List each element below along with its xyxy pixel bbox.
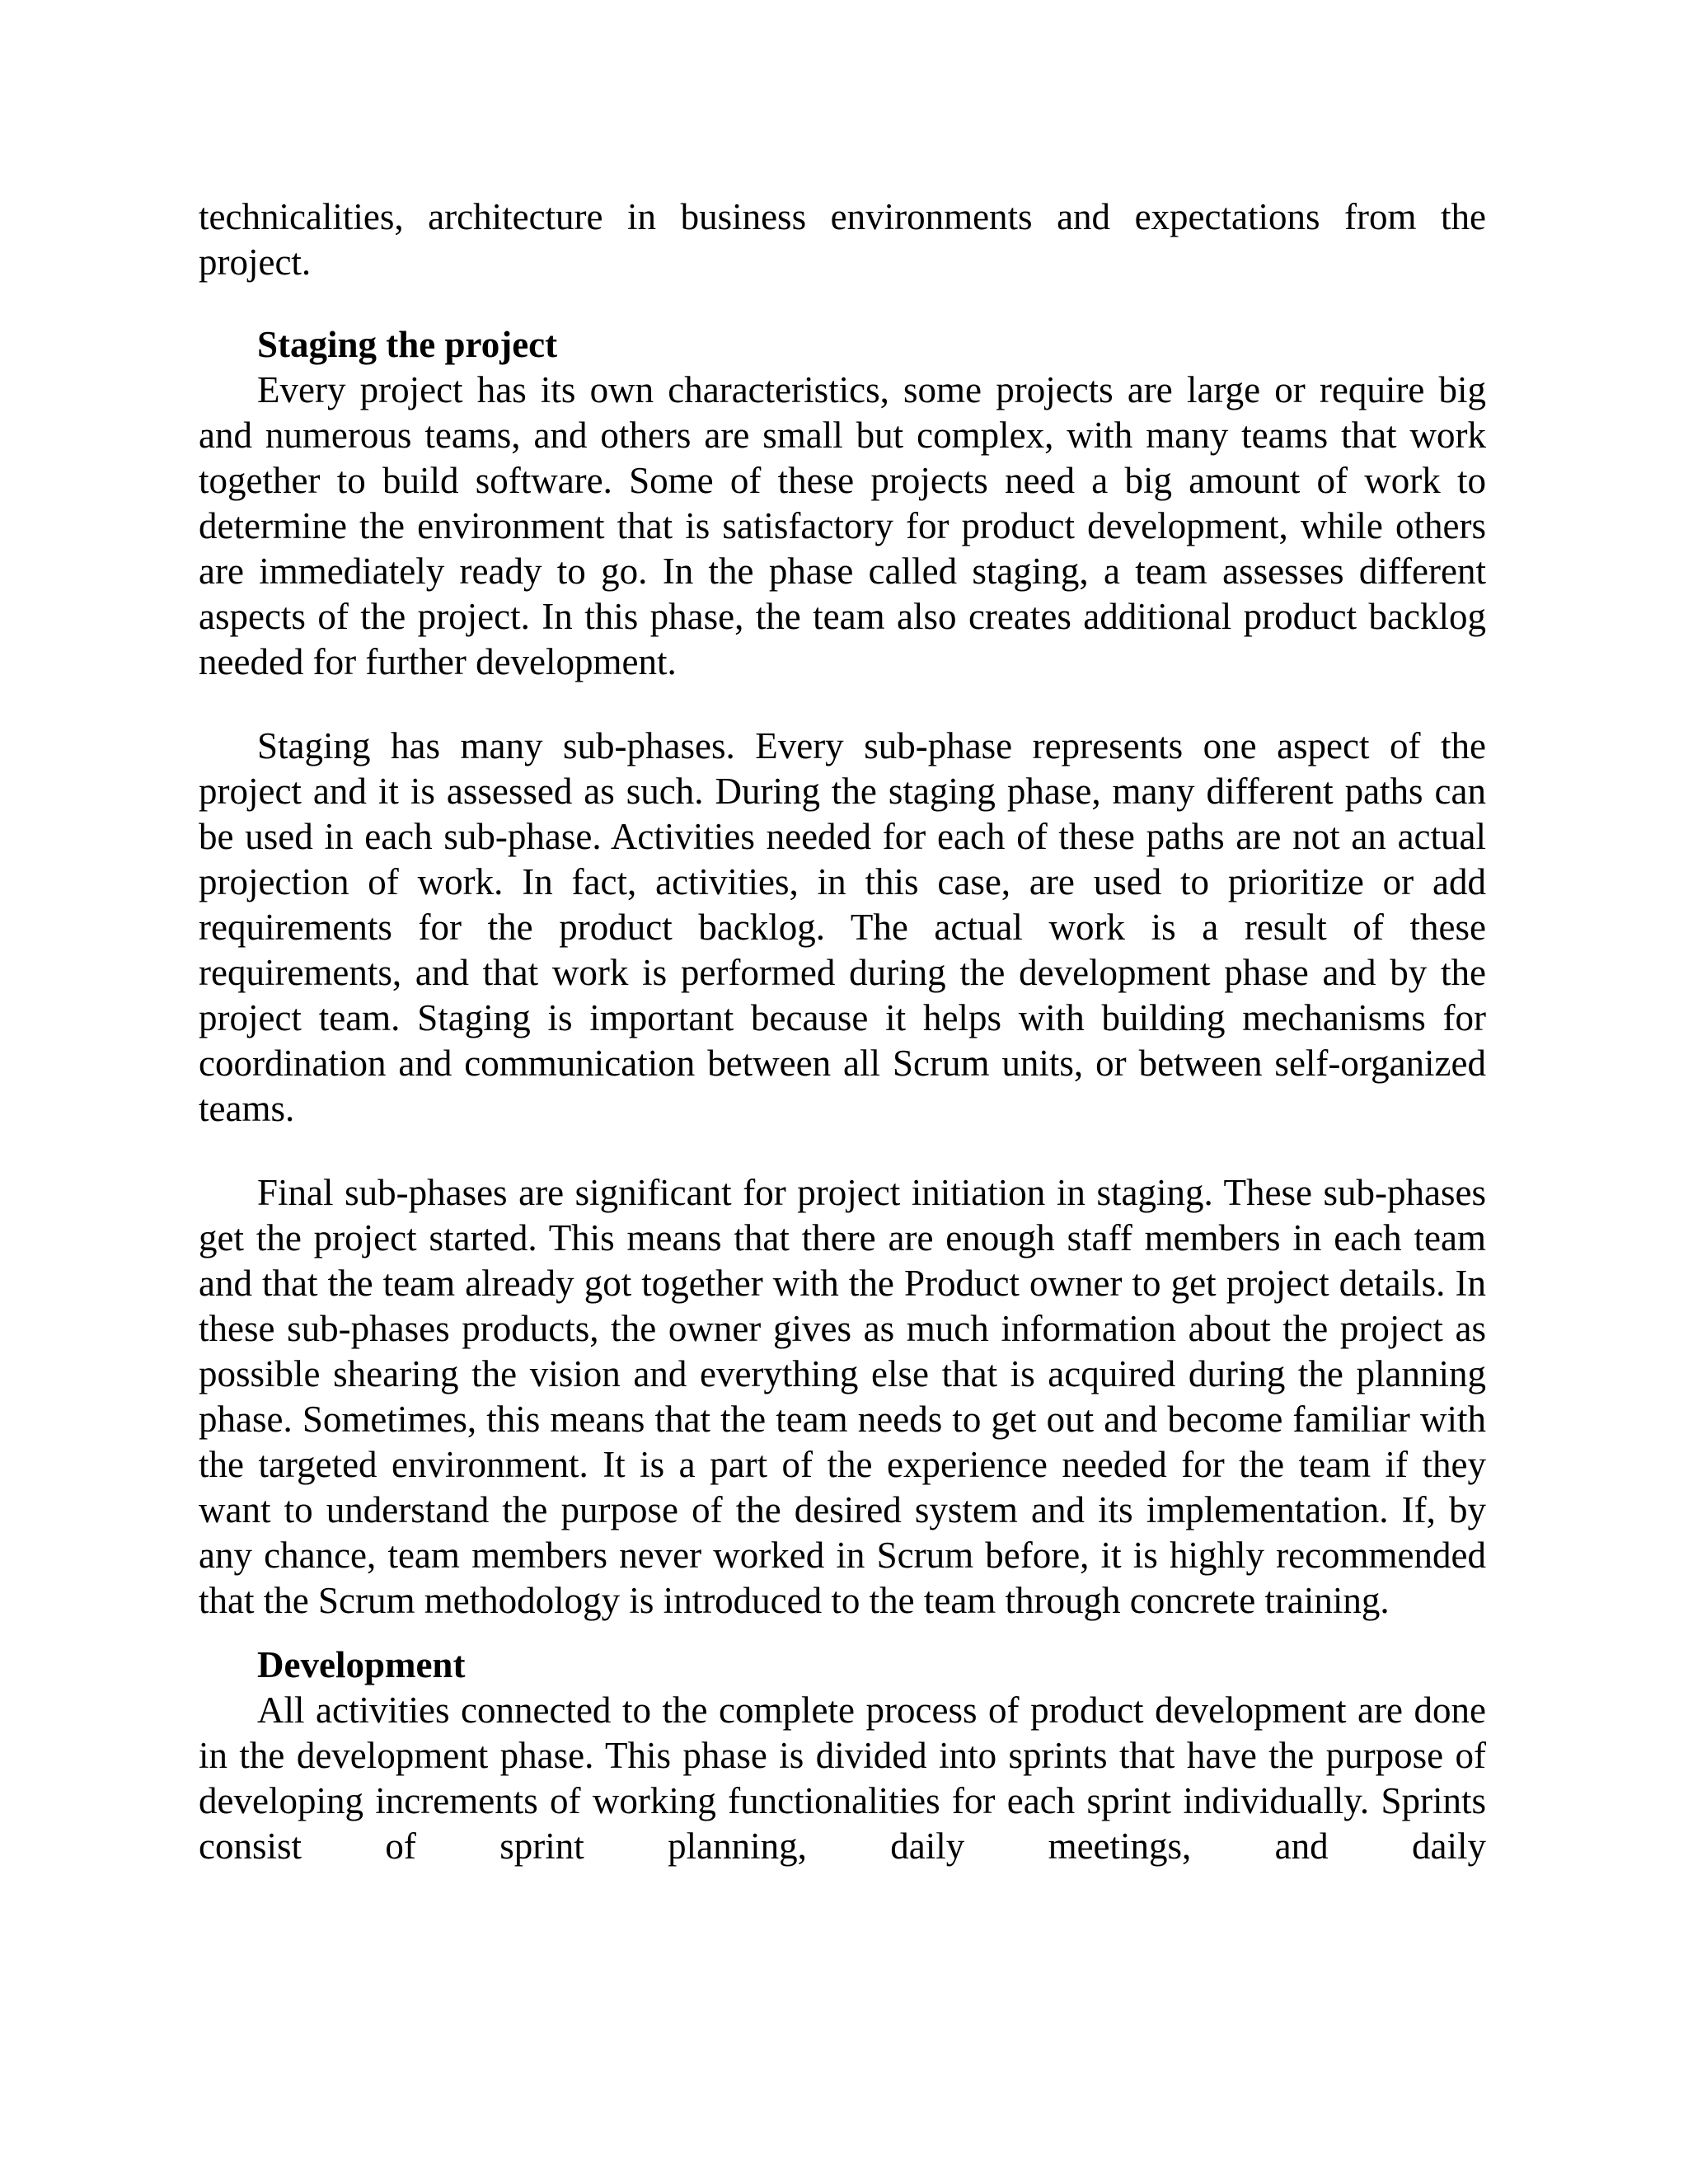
paragraph-staging-3: Final sub-phases are significant for project initiation in staging. These sub-phases get the project started. This means that there are enough staff members in each team and that the team already got together with the Product owner to get project details. In these sub-phases products, the owner gives as much information about the project as possible shearing the vision and everything else that is acquired during the planning phase. Sometimes, this means that the team needs to get out and become familiar with the targeted environment. It is a part of the experience needed for the team if they want to understand the purpose of the desired system and its implementation. If, by any chance, team members never worked in Scrum before, it is highly recommended that the Scrum methodology is introduced to the team through concrete training. xyxy=(199,1172,1486,1621)
section-heading-staging: Staging the project xyxy=(257,324,558,365)
section-heading-development: Development xyxy=(257,1644,466,1685)
document-body xyxy=(199,194,1486,1869)
paragraph-staging-2: Staging has many sub-phases. Every sub-phase represents one aspect of the project and it is assessed as such. During the staging phase, many different paths can be used in each sub-phase. Activities needed for each of these paths are not an actual projection of work. In fact, activities, in this case, are used to prioritize or add requirements for the product backlog. The actual work is a result of these requirements, and that work is performed during the development phase and by the project team. Staging is important because it helps with building mechanisms for coordination and communication between all Scrum units, or between self-organized teams. xyxy=(199,725,1486,1129)
paragraph-staging-1: Every project has its own characteristics, some projects are large or require big and numerous teams, and others are small but complex, with many teams that work together to build software. Some of these projects need a big amount of work to determine the environment that is satisfactory for product development, while others are immediately ready to go. In the phase called staging, a team assesses different aspects of the project. In this phase, the team also creates additional product backlog needed for further development. xyxy=(199,369,1486,682)
paragraph-intro-continuation: technicalities, architecture in business environments and expectations from the project. xyxy=(199,196,1486,283)
paragraph-development-1: All activities connected to the complete process of product development are done in the development phase. This phase is divided into sprints that have the purpose of developing increments of working functionalities for each sprint individually. Sprints consist of sprint planning, daily meetings, and daily xyxy=(199,1690,1486,1867)
